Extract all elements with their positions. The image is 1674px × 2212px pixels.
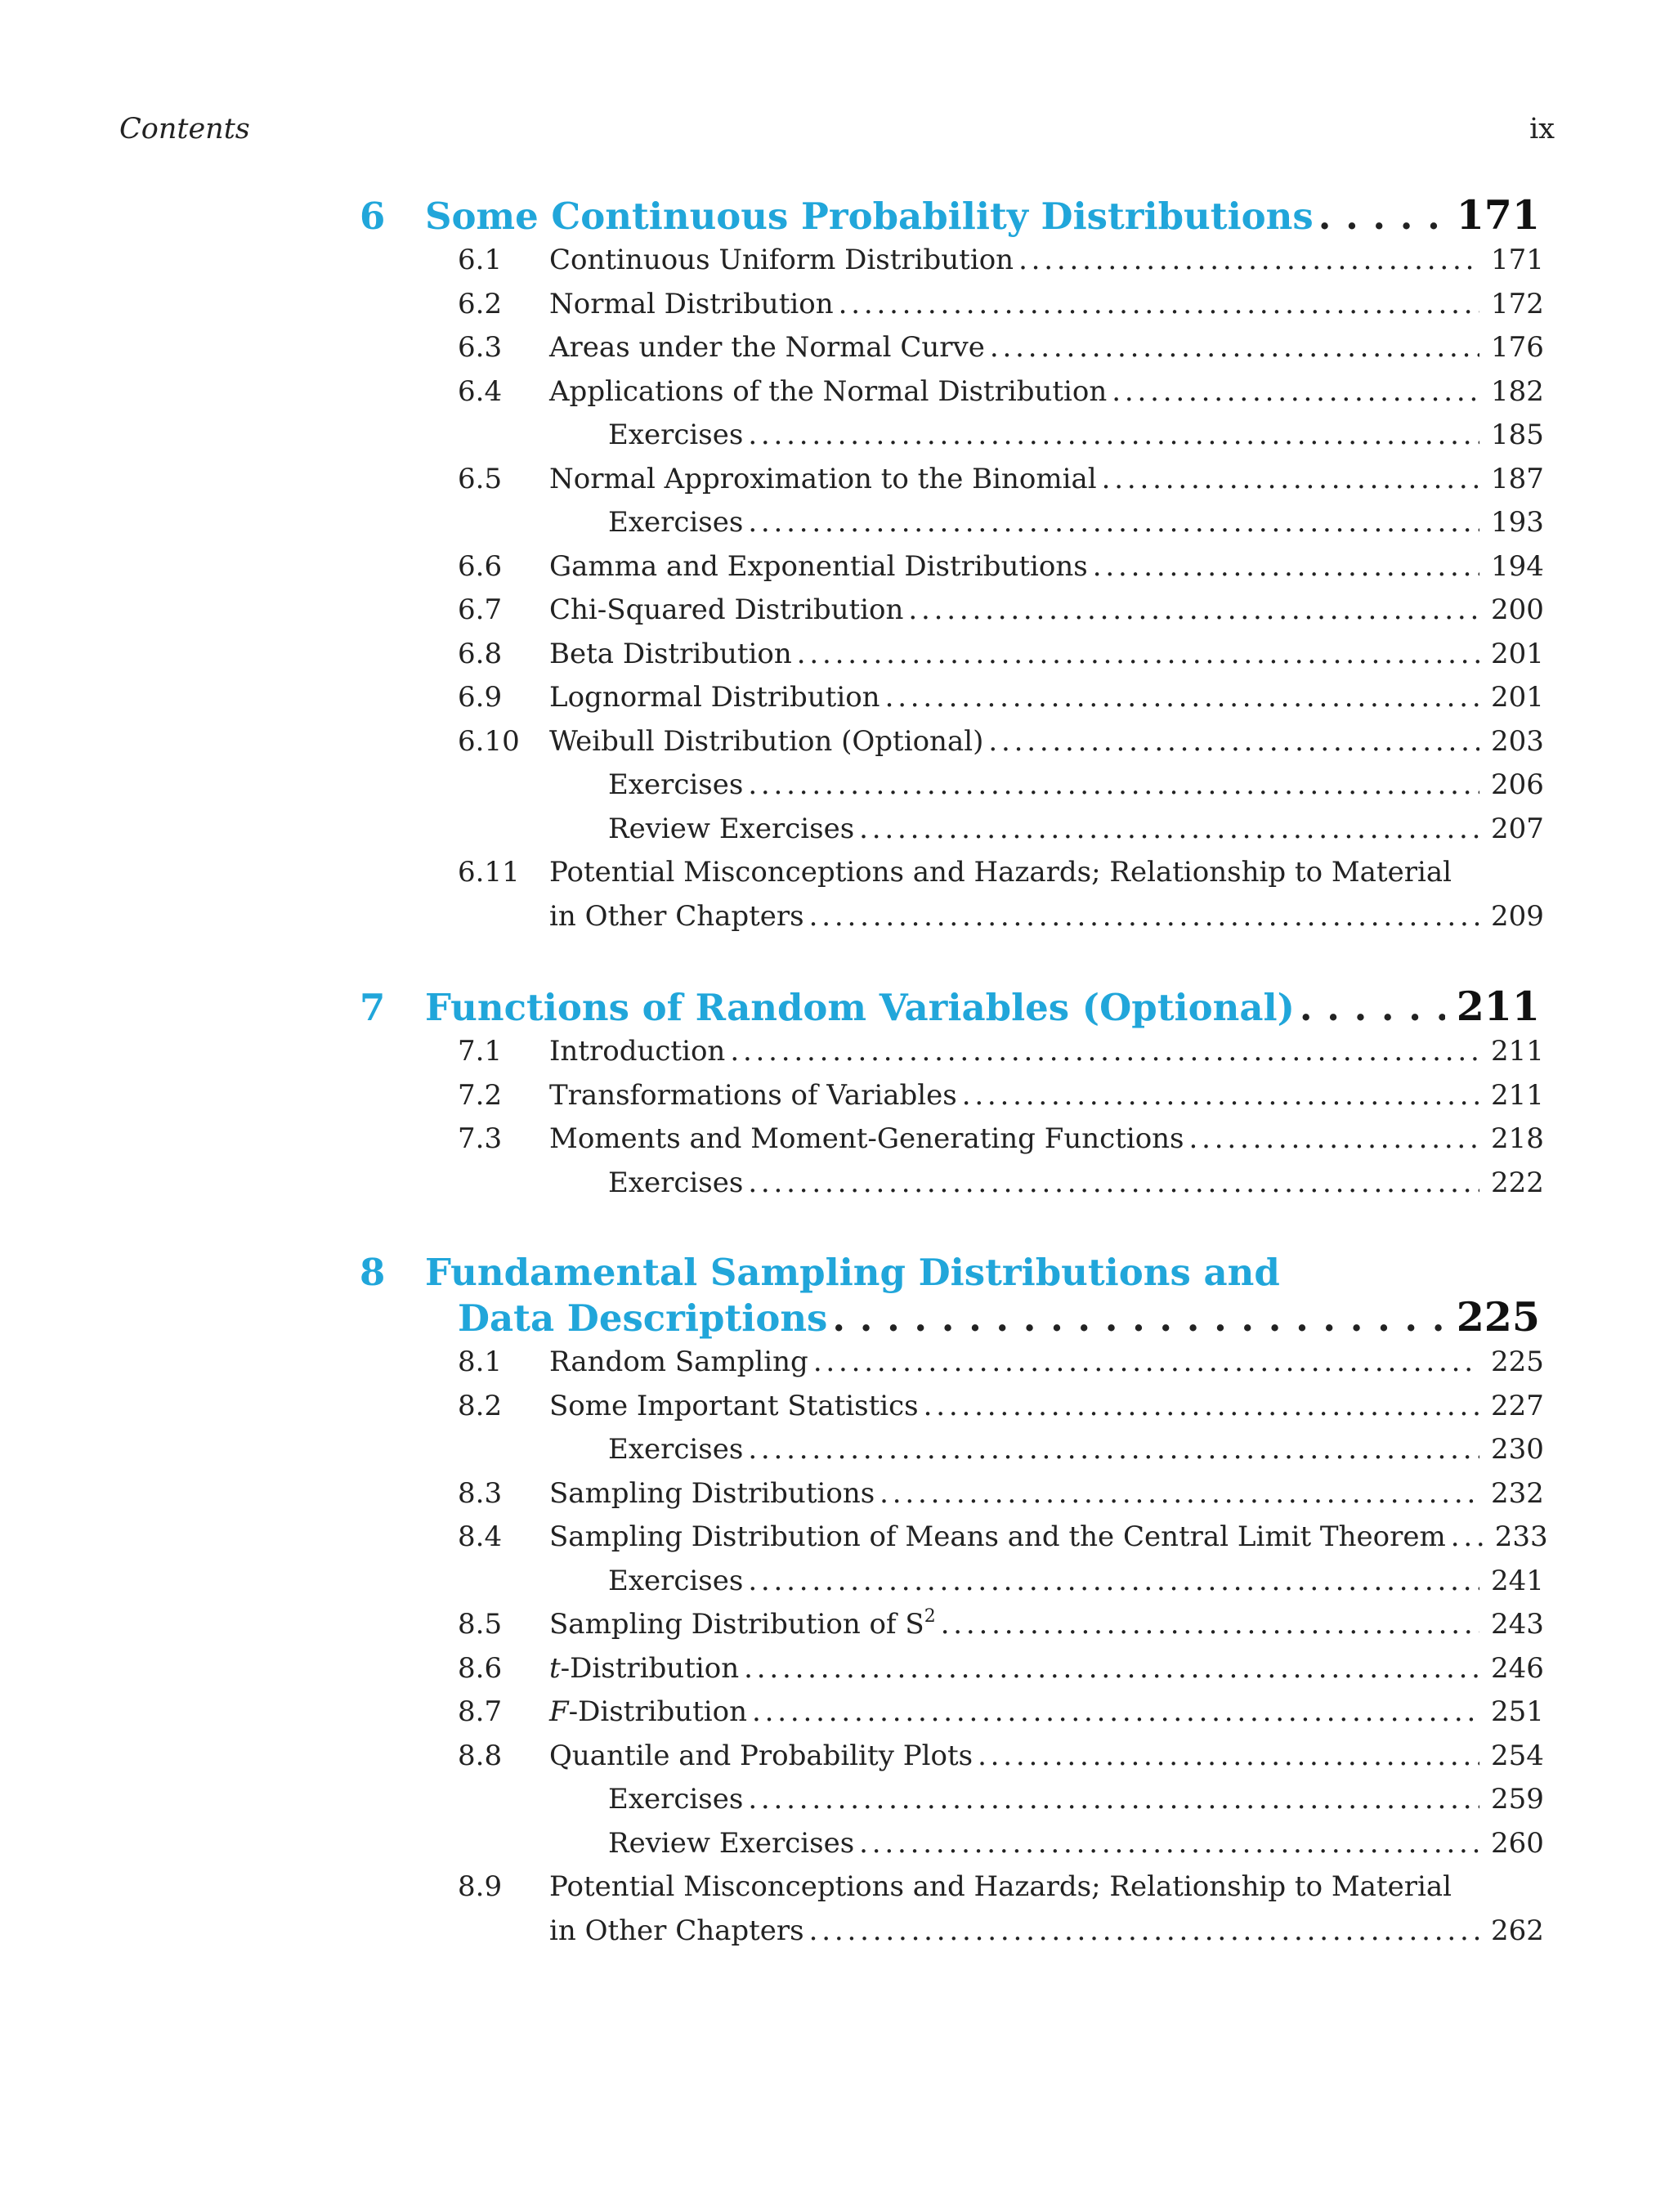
chapter-title-line2: Data Descriptions: [458, 1296, 828, 1340]
dot-leader: [924, 1385, 1479, 1429]
dot-leader: [988, 720, 1479, 764]
toc-subentry[interactable]: [360, 1822, 1544, 1866]
toc-entry[interactable]: [360, 1385, 1544, 1429]
section-title: [549, 326, 985, 370]
chapter-6: [360, 191, 1544, 938]
section-title: [549, 589, 903, 633]
section-page: 201: [1491, 681, 1544, 714]
section-title: [608, 1428, 743, 1472]
section-page: 185: [1491, 419, 1544, 451]
chapter-7: [360, 983, 1544, 1205]
toc-subentry[interactable]: [360, 1560, 1544, 1604]
section-title: [549, 1472, 875, 1516]
section-number: 7.2: [458, 1078, 503, 1112]
section-title-text: Quantile and Probability Plots: [549, 1739, 974, 1772]
section-title: [549, 545, 1088, 589]
toc-entry[interactable]: [360, 589, 1544, 633]
section-number: 7.3: [458, 1122, 503, 1155]
section-page: 203: [1491, 724, 1544, 758]
section-title-text: Exercises: [608, 1166, 744, 1199]
section-title-text: Exercises: [608, 1783, 744, 1816]
section-page: 254: [1491, 1739, 1544, 1772]
section-title: Potential Misconceptions and Hazards; Relationship to Material: [549, 1870, 1452, 1903]
section-title: [608, 1162, 743, 1206]
section-number: 8.5: [458, 1608, 503, 1641]
toc-subentry[interactable]: [360, 1162, 1544, 1206]
section-number: 6.5: [458, 462, 503, 495]
section-number: 8.7: [458, 1695, 503, 1728]
toc-entry[interactable]: [360, 1117, 1544, 1162]
chapter-page: 171: [1456, 191, 1540, 239]
toc-entry-continued[interactable]: [360, 1910, 1544, 1954]
table-of-contents: [360, 191, 1548, 1999]
section-page: 227: [1491, 1389, 1544, 1422]
dot-leader: [748, 1428, 1479, 1472]
dot-leader: [859, 1822, 1479, 1866]
chapter-number: 7: [360, 986, 386, 1029]
section-title: [549, 1385, 919, 1429]
toc-entry[interactable]: [360, 370, 1544, 414]
dot-leader: [809, 1910, 1479, 1954]
toc-entry[interactable]: [360, 1690, 1544, 1735]
dot-leader: [832, 1296, 1444, 1341]
section-number: 6.7: [458, 593, 503, 626]
section-title: [549, 1074, 957, 1118]
section-page: 211: [1491, 1078, 1544, 1112]
dot-leader: [1093, 545, 1479, 589]
dot-leader: [809, 895, 1479, 939]
toc-subentry[interactable]: [360, 808, 1544, 852]
section-title-line2: in Other Chapters: [549, 1914, 804, 1947]
toc-entry[interactable]: [360, 1074, 1544, 1118]
section-title-text: Moments and Moment-Generating Functions: [549, 1122, 1184, 1155]
section-page: 262: [1491, 1914, 1544, 1947]
section-title: [549, 1030, 725, 1074]
chapter-page: 225: [1456, 1293, 1540, 1341]
toc-entry[interactable]: [360, 1516, 1548, 1560]
section-page: 193: [1491, 506, 1544, 539]
toc-entry[interactable]: [360, 239, 1544, 283]
section-page: 232: [1491, 1476, 1544, 1510]
section-page: 260: [1491, 1826, 1544, 1860]
section-title-text: Gamma and Exponential Distributions: [549, 549, 1088, 583]
toc-entry[interactable]: [360, 1472, 1544, 1516]
section-title: [549, 676, 880, 720]
toc-subentry[interactable]: [360, 1428, 1544, 1472]
section-page: 218: [1491, 1122, 1544, 1155]
section-number: 6.6: [458, 549, 503, 583]
section-page: 206: [1491, 768, 1544, 801]
section-page: 222: [1491, 1166, 1544, 1199]
section-number: 6.2: [458, 287, 503, 320]
section-title: [549, 458, 1097, 502]
section-title: [549, 1117, 1184, 1162]
chapter-title: Fundamental Sampling Distributions and: [425, 1251, 1280, 1294]
section-title: [608, 1822, 854, 1866]
dot-leader: [978, 1735, 1479, 1779]
dot-leader: [1112, 370, 1479, 414]
section-page: 200: [1491, 593, 1544, 626]
section-number: 8.2: [458, 1389, 503, 1422]
section-title-text: Sampling Distributions: [549, 1476, 875, 1510]
toc-entry[interactable]: [360, 851, 1540, 895]
section-title-text: Exercises: [608, 506, 744, 539]
toc-entry[interactable]: [360, 1865, 1540, 1910]
chapter-heading-continued[interactable]: [360, 1295, 1540, 1341]
section-title-text: Lognormal Distribution: [549, 681, 880, 714]
toc-entry[interactable]: [360, 458, 1544, 502]
chapter-8: [360, 1251, 1548, 1953]
dot-leader: [941, 1603, 1479, 1647]
section-title-text: Weibull Distribution (Optional): [549, 724, 984, 758]
chapter-heading[interactable]: [360, 1251, 1540, 1295]
section-number: 7.1: [458, 1035, 503, 1068]
chapter-title: Some Continuous Probability Distributions: [425, 195, 1314, 238]
section-title-text: Transformations of Variables: [549, 1078, 957, 1112]
section-page: 182: [1491, 374, 1544, 408]
section-title-italic: F: [549, 1695, 569, 1728]
section-number: 6.1: [458, 244, 503, 276]
dot-leader: [1451, 1516, 1484, 1560]
section-title: [549, 1341, 808, 1385]
section-page: 207: [1491, 812, 1544, 845]
dot-leader: [1300, 986, 1445, 1030]
dot-leader: [797, 633, 1479, 677]
section-page: 194: [1491, 549, 1544, 583]
section-title-text: Sampling Distribution of Means and the Central Limit Theorem: [549, 1520, 1446, 1553]
section-title-text: -Distribution: [560, 1651, 740, 1685]
section-page: 209: [1491, 899, 1544, 933]
section-page: 251: [1491, 1695, 1544, 1728]
chapter-page: 211: [1456, 983, 1540, 1030]
section-title: [549, 1647, 739, 1691]
dot-leader: [885, 676, 1479, 720]
section-page: 225: [1491, 1346, 1544, 1378]
chapter-number: 8: [360, 1251, 386, 1294]
section-number: 6.3: [458, 331, 503, 364]
section-page: 211: [1491, 1035, 1544, 1068]
section-title: [608, 808, 854, 852]
section-title: [608, 1778, 743, 1822]
section-page: 187: [1491, 462, 1544, 495]
section-page: 171: [1491, 244, 1544, 276]
section-title-text: Exercises: [608, 1564, 744, 1597]
section-title-text: Some Important Statistics: [549, 1389, 919, 1422]
section-title: [549, 1690, 747, 1735]
section-title-text: Exercises: [608, 768, 744, 801]
section-title-text: Areas under the Normal Curve: [549, 331, 985, 364]
section-title-text: Review Exercises: [608, 1826, 855, 1860]
running-head: [119, 113, 1555, 146]
section-title: [549, 633, 792, 677]
dot-leader: [730, 1030, 1479, 1074]
section-page: 230: [1491, 1433, 1544, 1466]
dot-leader: [1018, 239, 1479, 283]
section-page: 172: [1491, 287, 1544, 320]
toc-entry[interactable]: [360, 283, 1544, 327]
section-title: [608, 763, 743, 808]
section-title: Potential Misconceptions and Hazards; Relationship to Material: [549, 856, 1452, 889]
section-page: 243: [1491, 1608, 1544, 1641]
section-title: [549, 370, 1107, 414]
toc-entry[interactable]: [360, 326, 1544, 370]
dot-leader: [748, 501, 1479, 545]
section-number: 8.9: [458, 1870, 503, 1903]
section-number: 6.11: [458, 856, 520, 889]
toc-entry[interactable]: [360, 1030, 1544, 1074]
section-title: [608, 414, 743, 458]
section-title-text: Normal Approximation to the Binomial: [549, 462, 1097, 495]
section-title: [549, 239, 1014, 283]
section-number: 6.10: [458, 724, 520, 758]
toc-entry[interactable]: [360, 633, 1544, 677]
section-number: 8.8: [458, 1739, 503, 1772]
dot-leader: [744, 1647, 1479, 1691]
dot-leader: [1102, 458, 1479, 502]
section-number: 8.3: [458, 1476, 503, 1510]
chapter-heading[interactable]: [360, 984, 1540, 1030]
dot-leader: [908, 589, 1479, 633]
dot-leader: [990, 326, 1479, 370]
section-page: 246: [1491, 1651, 1544, 1685]
toc-entry[interactable]: [360, 1603, 1544, 1647]
toc-entry[interactable]: [360, 545, 1544, 589]
section-title-text: Introduction: [549, 1035, 726, 1068]
section-title-text: Exercises: [608, 419, 744, 451]
toc-subentry[interactable]: [360, 1778, 1544, 1822]
chapter-heading[interactable]: [360, 193, 1540, 239]
section-title: [608, 1560, 743, 1604]
section-number: 8.1: [458, 1346, 503, 1378]
toc-entry-continued[interactable]: [360, 895, 1544, 939]
chapter-number: 6: [360, 195, 386, 238]
section-page: 233: [1494, 1520, 1548, 1553]
section-number: 8.6: [458, 1651, 503, 1685]
page-number: ix: [1529, 113, 1555, 146]
dot-leader: [752, 1690, 1479, 1735]
section-title-text: Chi-Squared Distribution: [549, 593, 904, 626]
dot-leader: [748, 1162, 1479, 1206]
section-number: 6.8: [458, 637, 503, 670]
running-head-title: Contents: [119, 113, 250, 146]
dot-leader: [813, 1341, 1479, 1385]
section-title-text: Review Exercises: [608, 812, 855, 845]
section-title: [549, 1516, 1446, 1560]
section-number: 8.4: [458, 1520, 503, 1553]
section-page: 201: [1491, 637, 1544, 670]
section-page: 176: [1491, 331, 1544, 364]
dot-leader: [1318, 195, 1445, 239]
section-title-text: -Distribution: [568, 1695, 748, 1728]
toc-entry[interactable]: [360, 1341, 1544, 1385]
section-title: [549, 1735, 973, 1779]
section-title-superscript: 2: [924, 1606, 936, 1627]
section-title: [549, 1603, 936, 1647]
dot-leader: [748, 1778, 1479, 1822]
section-title-text: Normal Distribution: [549, 287, 834, 320]
section-title-text: Continuous Uniform Distribution: [549, 244, 1014, 276]
toc-subentry[interactable]: [360, 414, 1544, 458]
section-number: 6.4: [458, 374, 503, 408]
dot-leader: [880, 1472, 1479, 1516]
dot-leader: [748, 414, 1479, 458]
dot-leader: [962, 1074, 1479, 1118]
toc-entry[interactable]: [360, 720, 1544, 764]
section-title-text: Sampling Distribution of S: [549, 1608, 924, 1641]
chapter-title: Functions of Random Variables (Optional): [425, 986, 1295, 1029]
dot-leader: [859, 808, 1479, 852]
section-title-italic: t: [549, 1651, 561, 1685]
toc-entry[interactable]: [360, 1735, 1544, 1779]
dot-leader: [839, 283, 1479, 327]
section-title-text: Exercises: [608, 1433, 744, 1466]
section-title-text: Applications of the Normal Distribution: [549, 374, 1108, 408]
dot-leader: [1189, 1117, 1479, 1162]
section-title-text: Random Sampling: [549, 1346, 808, 1378]
toc-entry[interactable]: [360, 1647, 1544, 1691]
section-title-line2: in Other Chapters: [549, 899, 804, 933]
toc-entry[interactable]: [360, 676, 1544, 720]
dot-leader: [748, 1560, 1479, 1604]
section-title: [549, 720, 983, 764]
section-title: [608, 501, 743, 545]
section-title-text: Beta Distribution: [549, 637, 792, 670]
section-title: [549, 283, 834, 327]
section-page: 241: [1491, 1564, 1544, 1597]
toc-subentry[interactable]: [360, 501, 1544, 545]
dot-leader: [748, 763, 1479, 808]
section-number: 6.9: [458, 681, 503, 714]
section-page: 259: [1491, 1783, 1544, 1816]
toc-subentry[interactable]: [360, 763, 1544, 808]
